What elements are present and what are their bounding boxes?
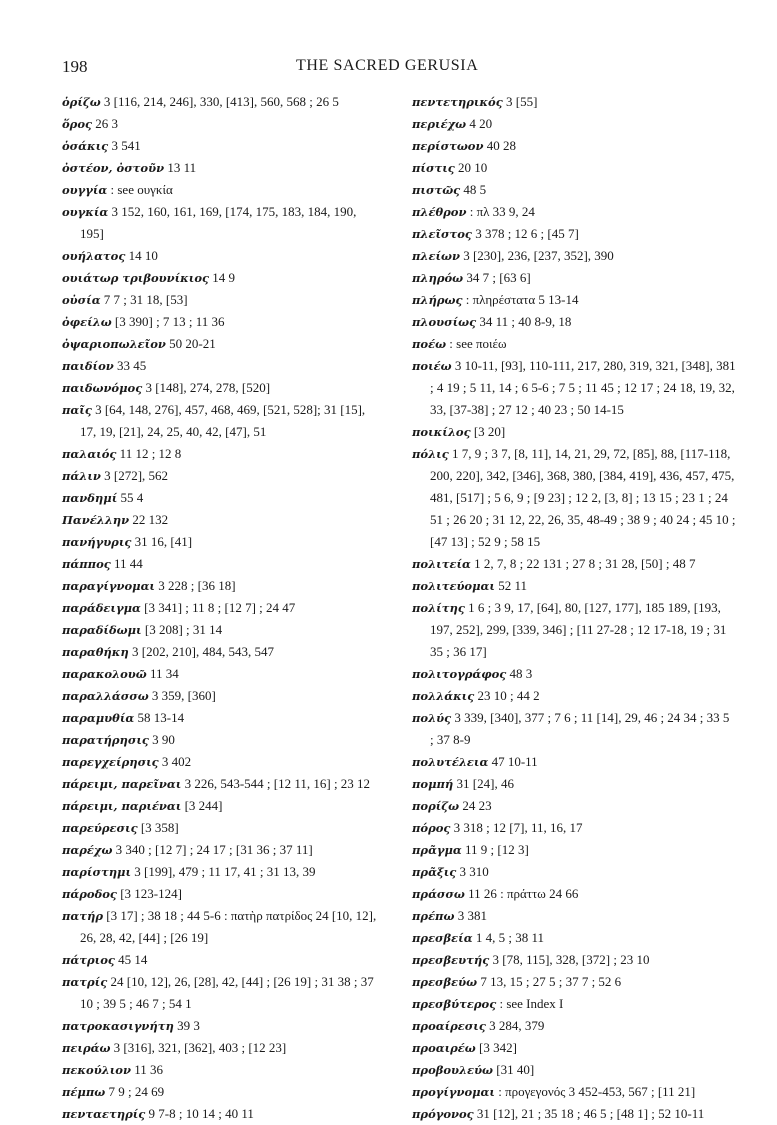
- entry-headword: Πανέλλην: [62, 513, 130, 527]
- index-entry: [412, 443, 736, 553]
- entry-references: 3 [78, 115], 328, [372] ; 23 10: [489, 952, 650, 967]
- entry-headword: πανήγυρις: [62, 535, 132, 549]
- index-entry: [412, 245, 736, 267]
- entry-headword: παιδίον: [62, 359, 114, 373]
- entry-headword: πενταετηρίς: [62, 1107, 146, 1121]
- entry-references: 3 [316], 321, [362], 403 ; [12 23]: [110, 1040, 287, 1055]
- entry-headword: πειράω: [62, 1041, 111, 1055]
- entry-references: [3 208] ; 31 14: [141, 622, 223, 637]
- entry-references: [3 390] ; 7 13 ; 11 36: [111, 314, 225, 329]
- entry-headword: πόρος: [412, 821, 451, 835]
- entry-headword: πάροδος: [62, 887, 117, 901]
- index-entry: [412, 179, 736, 201]
- entry-headword: πρᾶγμα: [412, 843, 462, 857]
- entry-references: 11 12 ; 12 8: [116, 446, 182, 461]
- entry-headword: πατήρ: [62, 909, 104, 923]
- entry-headword: πολυτέλεια: [412, 755, 489, 769]
- entry-references: : see Index I: [496, 996, 564, 1011]
- entry-references: 9 7-8 ; 10 14 ; 40 11: [145, 1106, 254, 1121]
- entry-references: [3 342]: [475, 1040, 517, 1055]
- index-entry: [62, 663, 382, 685]
- entry-references: : see ποιέω: [446, 336, 507, 351]
- index-entry: [412, 751, 736, 773]
- entry-references: [3 341] ; 11 8 ; [12 7] ; 24 47: [140, 600, 296, 615]
- entry-references: 3 541: [108, 138, 141, 153]
- index-entry: [62, 685, 382, 707]
- entry-headword: πρεσβύτερος: [412, 997, 497, 1011]
- entry-headword: πολιτεύομαι: [412, 579, 495, 593]
- entry-references: 3 [116, 214, 246], 330, [413], 560, 568 ; 26 5: [100, 94, 339, 109]
- entry-references: 33 45: [113, 358, 147, 373]
- entry-headword: πεντετηρικός: [412, 95, 503, 109]
- entry-references: 48 3: [506, 666, 533, 681]
- entry-references: 3 340 ; [12 7] ; 24 17 ; [31 36 ; 37 11]: [112, 842, 313, 857]
- index-entry: [62, 113, 382, 135]
- entry-references: 7 7 ; 31 18, [53]: [100, 292, 188, 307]
- entry-references: 3 381: [454, 908, 487, 923]
- entry-references: 11 34: [146, 666, 179, 681]
- index-entry: [412, 883, 736, 905]
- entry-references: 3 310: [456, 864, 489, 879]
- index-entry: [62, 135, 382, 157]
- running-title: THE SACRED GERUSIA: [296, 57, 479, 74]
- page-number: 198: [62, 57, 88, 76]
- index-entry: [412, 707, 736, 751]
- entry-headword: πλουσίως: [412, 315, 477, 329]
- entry-headword: πεκούλιον: [62, 1063, 131, 1077]
- index-entry: [62, 443, 382, 465]
- index-entry: [412, 575, 736, 597]
- entry-references: 7 13, 15 ; 27 5 ; 37 7 ; 52 6: [477, 974, 622, 989]
- entry-references: 1 7, 9 ; 3 7, [8, 11], 14, 21, 29, 72, [85], 88, [117-118, 200, 220], 342, [346], 368, 380, [384, 419], 436, 457, 475, 481, [517] ; 5 6, 9 ; [9 23] ; 12 2, [3, 8] ; 13 15 ; 23 1 ; 24 51 ; 26 20 ; 31 12, 22, 26, 35, 48-49 ; 38 9 ; 40 24 ; 45 10 ; [47 13] ; 52 9 ; 58 15: [430, 446, 736, 549]
- entry-references: [3 123-124]: [116, 886, 182, 901]
- entry-headword: πόλις: [412, 447, 449, 461]
- index-entry: [412, 1059, 736, 1081]
- index-entry: [62, 773, 382, 795]
- index-entry: [62, 839, 382, 861]
- entry-references: 45 14: [114, 952, 148, 967]
- entry-headword: προβουλεύω: [412, 1063, 494, 1077]
- entry-references: 47 10-11: [488, 754, 538, 769]
- entry-references: 22 132: [129, 512, 169, 527]
- entry-headword: πρᾶξις: [412, 865, 457, 879]
- entry-references: 48 5: [460, 182, 487, 197]
- entry-references: 55 4: [117, 490, 144, 505]
- index-entry: [62, 289, 382, 311]
- entry-headword: πάρειμι, παριέναι: [62, 799, 182, 813]
- entry-references: 3 [148], 274, 278, [520]: [142, 380, 271, 395]
- entry-headword: παρίστημι: [62, 865, 132, 879]
- index-entry: [412, 157, 736, 179]
- index-entry: [62, 1103, 382, 1125]
- entry-headword: οὐσία: [62, 293, 101, 307]
- index-entry: [412, 267, 736, 289]
- index-entry: [412, 311, 736, 333]
- entry-headword: παρακολουῶ: [62, 667, 147, 681]
- entry-references: 1 2, 7, 8 ; 22 131 ; 27 8 ; 31 28, [50] ; 48 7: [470, 556, 696, 571]
- entry-headword: παραγίγνομαι: [62, 579, 155, 593]
- entry-references: 4 20: [466, 116, 493, 131]
- entry-references: 3 90: [148, 732, 175, 747]
- entry-references: 3 402: [158, 754, 192, 769]
- index-entry: [412, 223, 736, 245]
- entry-headword: πρόγονος: [412, 1107, 474, 1121]
- entry-references: 3 [64, 148, 276], 457, 468, 469, [521, 528]; 31 [15], 17, 19, [21], 24, 25, 40, 42, [47], 51: [80, 402, 366, 439]
- entry-headword: ουγγία: [62, 183, 108, 197]
- index-entry: [62, 883, 382, 905]
- entry-references: : προγεγονός 3 452-453, 567 ; [11 21]: [494, 1084, 696, 1099]
- entry-headword: παραλλάσσω: [62, 689, 149, 703]
- entry-headword: πλήρως: [412, 293, 463, 307]
- entry-headword: πολίτης: [412, 601, 465, 615]
- entry-headword: πορίζω: [412, 799, 460, 813]
- entry-headword: ποιέω: [412, 359, 452, 373]
- entry-headword: πρέπω: [412, 909, 455, 923]
- index-entry: [412, 135, 736, 157]
- index-column-left: [62, 91, 382, 1125]
- index-entry: [62, 377, 382, 399]
- entry-headword: προαίρεσις: [412, 1019, 486, 1033]
- index-entry: [62, 1081, 382, 1103]
- index-entry: [62, 245, 382, 267]
- entry-references: 7 9 ; 24 69: [105, 1084, 165, 1099]
- entry-headword: παλαιός: [62, 447, 117, 461]
- entry-headword: πληρόω: [412, 271, 464, 285]
- entry-references: 13 11: [164, 160, 197, 175]
- entry-references: 3 318 ; 12 [7], 11, 16, 17: [450, 820, 583, 835]
- entry-headword: ὅρος: [62, 117, 92, 131]
- entry-references: 23 10 ; 44 2: [474, 688, 540, 703]
- index-entry: [62, 597, 382, 619]
- entry-references: 3 284, 379: [485, 1018, 545, 1033]
- index-entry: [62, 905, 382, 949]
- index-entry: [62, 817, 382, 839]
- index-entry: [62, 333, 382, 355]
- index-entry: [62, 157, 382, 179]
- index-entry: [412, 597, 736, 663]
- entry-headword: παραδίδωμι: [62, 623, 142, 637]
- index-entry: [62, 861, 382, 883]
- entry-references: 34 7 ; [63 6]: [463, 270, 531, 285]
- index-entry: [62, 201, 382, 245]
- entry-headword: πολιτεία: [412, 557, 471, 571]
- index-entry: [412, 861, 736, 883]
- entry-references: 3 228 ; [36 18]: [155, 578, 236, 593]
- entry-references: : see ουγκία: [107, 182, 173, 197]
- entry-headword: πομπή: [412, 777, 454, 791]
- entry-references: 1 4, 5 ; 38 11: [472, 930, 544, 945]
- index-entry: [62, 971, 382, 1015]
- entry-references: 34 11 ; 40 8-9, 18: [476, 314, 572, 329]
- entry-headword: ὁρίζω: [62, 95, 101, 109]
- index-column-right: [412, 91, 736, 1125]
- entry-references: 14 10: [125, 248, 158, 263]
- index-entry: [412, 971, 736, 993]
- index-entry: [62, 751, 382, 773]
- entry-references: 3 152, 160, 161, 169, [174, 175, 183, 184, 190, 195]: [80, 204, 357, 241]
- entry-references: 11 26 : πράττω 24 66: [464, 886, 579, 901]
- index-entry: [62, 619, 382, 641]
- index-entry: [62, 509, 382, 531]
- entry-references: [3 20]: [470, 424, 506, 439]
- entry-headword: πολιτογράφος: [412, 667, 507, 681]
- entry-headword: περίστωον: [412, 139, 484, 153]
- entry-headword: πάλιν: [62, 469, 101, 483]
- index-entry: [62, 949, 382, 971]
- entry-references: 24 [10, 12], 26, [28], 42, [44] ; [26 19] ; 31 38 ; 37 10 ; 39 5 ; 46 7 ; 54 1: [80, 974, 374, 1011]
- index-entry: [62, 311, 382, 333]
- index-entry: [412, 355, 736, 421]
- index-entry: [412, 421, 736, 443]
- index-entry: [62, 355, 382, 377]
- entry-references: 52 11: [494, 578, 527, 593]
- entry-headword: πρεσβεία: [412, 931, 473, 945]
- entry-references: : πλ 33 9, 24: [466, 204, 535, 219]
- entry-references: 39 3: [173, 1018, 200, 1033]
- entry-references: [31 40]: [493, 1062, 535, 1077]
- entry-references: 3 359, [360]: [148, 688, 216, 703]
- entry-headword: παραμυθία: [62, 711, 135, 725]
- entry-headword: ὀψαριοπωλεῖον: [62, 337, 166, 351]
- entry-headword: πράσσω: [412, 887, 465, 901]
- entry-headword: παιδωνόμος: [62, 381, 143, 395]
- index-entry: [62, 179, 382, 201]
- index-entry: [412, 113, 736, 135]
- entry-references: 3 339, [340], 377 ; 7 6 ; 11 [14], 29, 46 ; 24 34 ; 33 5 ; 37 8-9: [430, 710, 730, 747]
- entry-headword: πέμπω: [62, 1085, 106, 1099]
- entry-references: 1 6 ; 3 9, 17, [64], 80, [127, 177], 185 189, [193, 197, 252], 299, [339, 346] ; [11 27-28 ; 12 17-18, 19 ; 31 35 ; 36 17]: [430, 600, 727, 659]
- index-entry: [62, 531, 382, 553]
- entry-headword: πρεσβευτής: [412, 953, 490, 967]
- index-entry: [412, 553, 736, 575]
- entry-headword: παρατήρησις: [62, 733, 149, 747]
- entry-references: 11 9 ; [12 3]: [461, 842, 529, 857]
- entry-headword: παῖς: [62, 403, 92, 417]
- page-header: [62, 57, 732, 81]
- index-entry: [412, 839, 736, 861]
- entry-headword: πάτριος: [62, 953, 115, 967]
- index-entry: [62, 575, 382, 597]
- entry-headword: παράδειγμα: [62, 601, 141, 615]
- index-entry: [412, 927, 736, 949]
- entry-references: 31 16, [41]: [131, 534, 193, 549]
- entry-references: 11 36: [130, 1062, 163, 1077]
- index-entry: [412, 1103, 736, 1125]
- entry-references: 14 9: [209, 270, 236, 285]
- index-entry: [412, 905, 736, 927]
- entry-references: 26 3: [92, 116, 118, 131]
- index-entry: [412, 993, 736, 1015]
- index-entry: [62, 707, 382, 729]
- entry-references: 31 [12], 21 ; 35 18 ; 46 5 ; [48 1] ; 52 10-11: [473, 1106, 705, 1121]
- index-entry: [412, 685, 736, 707]
- index-entry: [62, 1037, 382, 1059]
- entry-headword: παρέχω: [62, 843, 113, 857]
- entry-headword: πίστις: [412, 161, 455, 175]
- entry-headword: πολύς: [412, 711, 452, 725]
- entry-headword: προγίγνομαι: [412, 1085, 495, 1099]
- entry-headword: πλεῖστος: [412, 227, 472, 241]
- index-entry: [412, 201, 736, 223]
- index-entry: [412, 1037, 736, 1059]
- index-entry: [412, 91, 736, 113]
- index-entry: [412, 333, 736, 355]
- index-entry: [62, 399, 382, 443]
- entry-headword: ουιάτωρ τριβουνίκιος: [62, 271, 210, 285]
- entry-headword: ουγκία: [62, 205, 109, 219]
- entry-references: 3 [202, 210], 484, 543, 547: [128, 644, 274, 659]
- index-entry: [412, 289, 736, 311]
- entry-headword: πάρειμι, παρεῖναι: [62, 777, 182, 791]
- entry-references: 11 44: [110, 556, 143, 571]
- entry-references: 3 [55]: [502, 94, 538, 109]
- index-entry: [62, 465, 382, 487]
- index-entry: [62, 553, 382, 575]
- index-entry: [412, 663, 736, 685]
- entry-references: 3 226, 543-544 ; [12 11, 16] ; 23 12: [181, 776, 371, 791]
- index-entry: [62, 641, 382, 663]
- entry-headword: πατροκασιγνήτη: [62, 1019, 174, 1033]
- entry-headword: παραθήκη: [62, 645, 129, 659]
- entry-references: 3 [199], 479 ; 11 17, 41 ; 31 13, 39: [131, 864, 316, 879]
- entry-references: 3 [272], 562: [100, 468, 169, 483]
- entry-references: 40 28: [483, 138, 516, 153]
- entry-headword: ὀφείλω: [62, 315, 112, 329]
- entry-references: 31 [24], 46: [453, 776, 514, 791]
- entry-references: : πληρέστατα 5 13-14: [462, 292, 579, 307]
- entry-headword: ουήλατος: [62, 249, 126, 263]
- entry-headword: παρεύρεσις: [62, 821, 138, 835]
- entry-headword: πλείων: [412, 249, 460, 263]
- entry-references: 58 13-14: [134, 710, 185, 725]
- entry-headword: πανδημί: [62, 491, 118, 505]
- entry-references: 3 [230], 236, [237, 352], 390: [459, 248, 614, 263]
- index-entry: [62, 1015, 382, 1037]
- entry-references: [3 358]: [137, 820, 179, 835]
- entry-headword: πιστῶς: [412, 183, 461, 197]
- entry-headword: πλέθρον: [412, 205, 467, 219]
- entry-headword: ποέω: [412, 337, 447, 351]
- entry-references: [3 17] ; 38 18 ; 44 5-6 : πατὴρ πατρίδος 24 [10, 12], 26, 28, 42, [44] ; [26 19]: [80, 908, 377, 945]
- index-entry: [412, 1015, 736, 1037]
- index-entry: [62, 729, 382, 751]
- index-entry: [412, 949, 736, 971]
- index-entry: [62, 91, 382, 113]
- entry-headword: περιέχω: [412, 117, 467, 131]
- entry-references: [3 244]: [181, 798, 223, 813]
- entry-headword: ὁσάκις: [62, 139, 109, 153]
- entry-headword: πολλάκις: [412, 689, 475, 703]
- entry-references: 50 20-21: [165, 336, 216, 351]
- index-entry: [62, 267, 382, 289]
- index-entry: [412, 817, 736, 839]
- entry-headword: πρεσβεύω: [412, 975, 478, 989]
- index-entry: [412, 1081, 736, 1103]
- entry-references: 3 378 ; 12 6 ; [45 7]: [471, 226, 579, 241]
- entry-headword: πατρίς: [62, 975, 108, 989]
- entry-headword: ὀστέον, ὀστοῦν: [62, 161, 165, 175]
- index-entry: [62, 795, 382, 817]
- entry-headword: ποικίλος: [412, 425, 471, 439]
- entry-references: 24 23: [459, 798, 492, 813]
- entry-references: 3 10-11, [93], 110-111, 217, 280, 319, 321, [348], 381 ; 4 19 ; 5 11, 14 ; 6 5-6 ; 7 5 ; 11 45 ; 12 17 ; 24 18, 19, 32, 33, [37-38] ; 27 12 ; 40 23 ; 50 14-15: [430, 358, 736, 417]
- entry-references: 20 10: [454, 160, 488, 175]
- entry-headword: παρεγχείρησις: [62, 755, 159, 769]
- entry-headword: πάππος: [62, 557, 111, 571]
- index-entry: [62, 487, 382, 509]
- index-entry: [62, 1059, 382, 1081]
- index-entry: [412, 773, 736, 795]
- index-entry: [412, 795, 736, 817]
- entry-headword: προαιρέω: [412, 1041, 476, 1055]
